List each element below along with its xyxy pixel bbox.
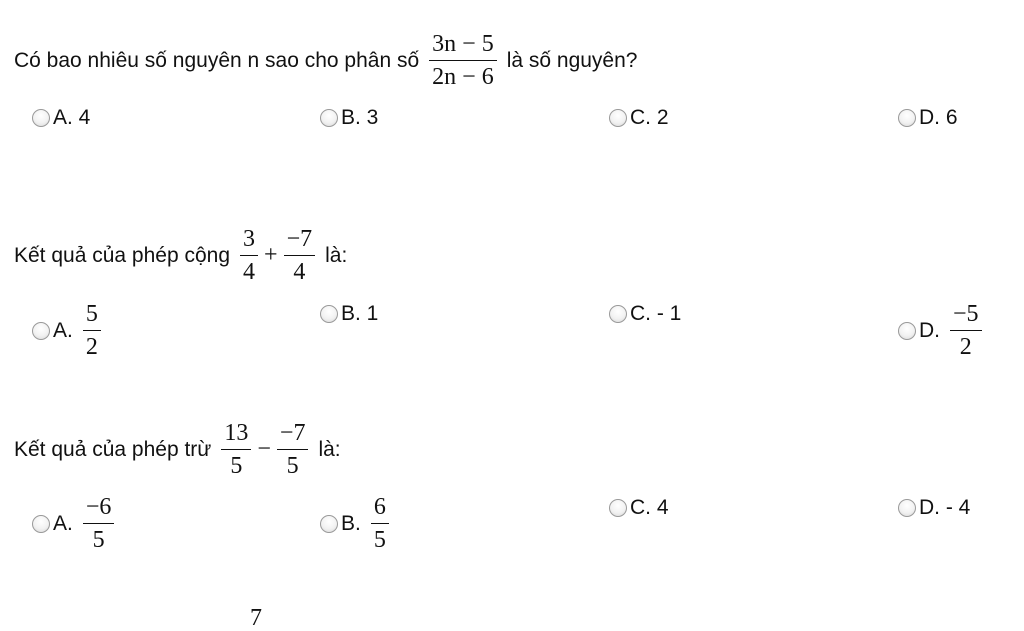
minus-operator: − (257, 436, 271, 462)
question-1-fraction (429, 32, 497, 89)
option-label: A. (53, 318, 73, 342)
fraction-denominator: 2n − 6 (432, 64, 494, 90)
q1-option-c[interactable] (609, 106, 669, 130)
cut-off-fraction-numerator: 7 (250, 605, 262, 631)
question-2 (14, 227, 347, 284)
question-2-text: Kết quả của phép cộng (14, 243, 231, 267)
q2-option-d[interactable] (898, 302, 984, 359)
q3-option-b[interactable] (320, 495, 391, 552)
option-label: B. (341, 511, 361, 535)
option-fraction (950, 302, 982, 359)
radio-button[interactable] (32, 322, 50, 340)
q3-option-d[interactable] (898, 496, 970, 520)
radio-button[interactable] (320, 515, 338, 533)
fraction-denominator: 5 (373, 527, 386, 553)
q3-option-a[interactable] (32, 495, 116, 552)
radio-button[interactable] (898, 109, 916, 127)
q3-option-c[interactable] (609, 496, 669, 520)
question-3-fraction-1 (221, 421, 251, 478)
option-fraction (83, 302, 101, 359)
q1-option-d[interactable] (898, 106, 958, 130)
plus-operator: + (264, 242, 278, 268)
question-3-suffix: là: (318, 437, 341, 461)
option-label: C. 2 (630, 106, 669, 129)
option-label: D. (919, 318, 940, 342)
fraction-numerator: 6 (371, 495, 389, 524)
fraction-denominator: 2 (85, 334, 98, 360)
fraction-denominator: 4 (293, 259, 306, 285)
fraction-numerator: 3 (240, 227, 258, 256)
option-label: C. 4 (630, 496, 669, 519)
fraction-denominator: 5 (230, 453, 243, 479)
option-label: B. 1 (341, 302, 379, 325)
radio-button[interactable] (320, 305, 338, 323)
radio-button[interactable] (32, 109, 50, 127)
option-label: A. 4 (53, 106, 91, 129)
fraction-denominator: 4 (243, 259, 256, 285)
radio-button[interactable] (32, 515, 50, 533)
q2-option-c[interactable] (609, 302, 681, 326)
question-2-fraction-2 (284, 227, 316, 284)
fraction-denominator: 5 (286, 453, 299, 479)
question-1-suffix: là số nguyên? (506, 48, 638, 72)
fraction-numerator: −5 (950, 302, 982, 331)
fraction-numerator: 13 (221, 421, 251, 450)
fraction-numerator: 3n − 5 (429, 32, 497, 61)
question-2-suffix: là: (325, 243, 348, 267)
option-fraction (371, 495, 389, 552)
question-3-text: Kết quả của phép trừ (14, 437, 212, 461)
fraction-numerator: 5 (83, 302, 101, 331)
q1-option-a[interactable] (32, 106, 90, 130)
fraction-numerator: −6 (83, 495, 115, 524)
q2-option-b[interactable] (320, 302, 378, 326)
question-1-text: Có bao nhiêu số nguyên n sao cho phân số (14, 48, 420, 72)
question-2-fraction-1 (240, 227, 258, 284)
option-label: A. (53, 511, 73, 535)
option-label: C. - 1 (630, 302, 682, 325)
radio-button[interactable] (898, 499, 916, 517)
radio-button[interactable] (320, 109, 338, 127)
option-label: B. 3 (341, 106, 379, 129)
option-fraction (83, 495, 115, 552)
question-3-fraction-2 (277, 421, 309, 478)
fraction-denominator: 5 (92, 527, 105, 553)
fraction-denominator: 2 (959, 334, 972, 360)
fraction-numerator: −7 (284, 227, 316, 256)
fraction-numerator: −7 (277, 421, 309, 450)
q2-option-a[interactable] (32, 302, 103, 359)
option-label: D. - 4 (919, 496, 971, 519)
radio-button[interactable] (609, 109, 627, 127)
radio-button[interactable] (609, 499, 627, 517)
q1-option-b[interactable] (320, 106, 378, 130)
radio-button[interactable] (609, 305, 627, 323)
question-3 (14, 421, 341, 478)
radio-button[interactable] (898, 322, 916, 340)
option-label: D. 6 (919, 106, 958, 129)
question-1 (14, 32, 637, 89)
